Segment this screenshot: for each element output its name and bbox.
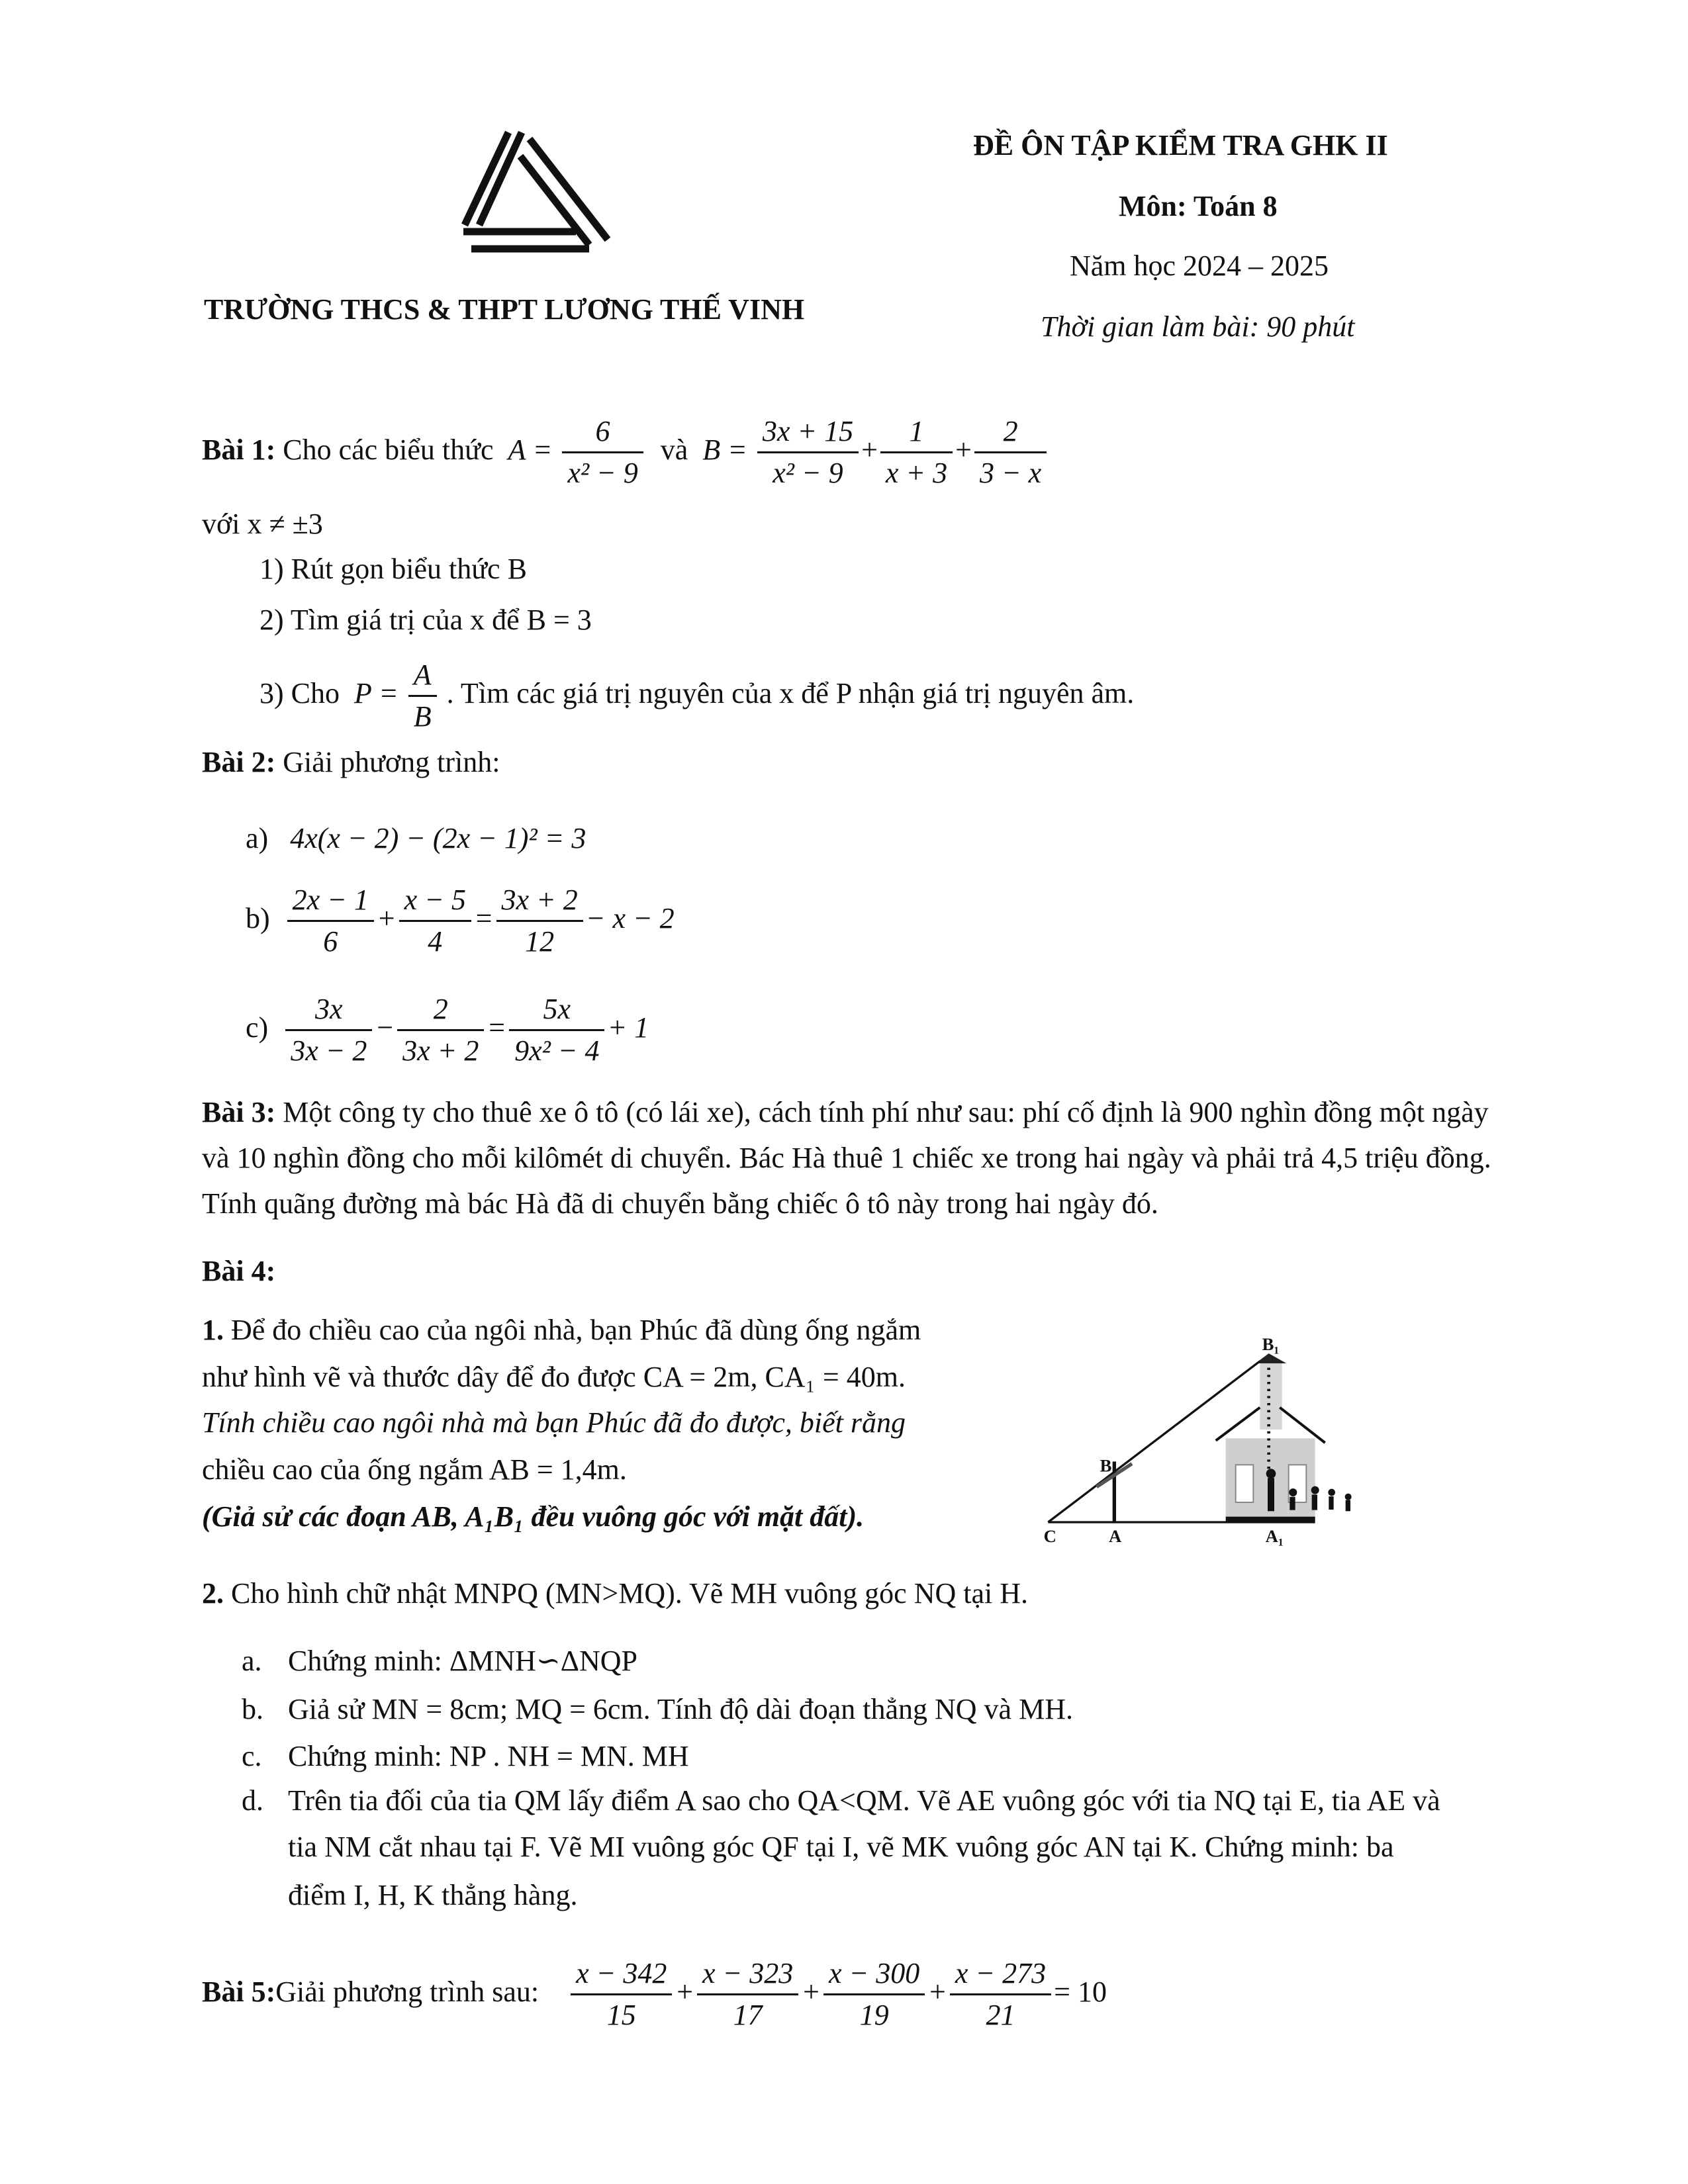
school-logo [457,126,622,261]
plus: + [675,1976,695,2008]
item-text: Giả sử MN = 8cm; MQ = 6cm. Tính độ dài đoạn thẳng NQ và MH. [288,1693,1073,1725]
q3-prefix: 3) Cho [259,677,340,709]
exam-duration: Thời gian làm bài: 90 phút [1041,310,1355,343]
item-label: a. [242,1645,262,1677]
fraction [285,989,372,1071]
equation: 4x(x − 2) − (2x − 1)² = 3 [290,822,586,854]
label-C: C [1043,1526,1056,1546]
denominator: x² − 9 [567,457,638,490]
denominator: 4 [428,925,443,958]
fraction [496,880,583,962]
equals: = [487,1011,507,1044]
denominator: 6 [323,925,338,958]
plus: + [861,433,878,466]
bai1-q2: 2) Tìm giá trị của x để B = 3 [259,604,592,636]
bai2-heading [202,744,500,781]
label-B: B [1100,1455,1112,1476]
subject: Môn: Toán 8 [1119,190,1278,222]
bai3-line1 [202,1094,1489,1131]
bai5-intro: Giải phương trình sau: [275,1976,539,2008]
tail: + 1 [607,1011,649,1044]
denominator: 3x − 2 [291,1034,367,1068]
denominator: B [413,700,432,733]
rhs: = 10 [1054,1976,1107,2008]
bai4-item-d [242,1782,1440,1819]
bai4-p2-intro [202,1575,1028,1612]
numerator: 2 [397,989,484,1031]
numerator: x − 5 [399,880,471,922]
bai4-p1-line4: chiều cao của ống ngắm AB = 1,4m. [202,1453,627,1486]
school-name: TRƯỜNG THCS & THPT LƯƠNG THẾ VINH [204,293,805,326]
bai4-p1-line3: Tính chiều cao ngôi nhà mà bạn Phúc đã đo được, biết rằng [202,1406,906,1439]
bai1-q1: 1) Rút gọn biểu thức B [259,553,527,585]
fraction [509,989,604,1071]
tail: − x − 2 [585,902,675,934]
A-lhs: A = [508,433,553,466]
numerator: x − 300 [823,1954,925,1995]
numerator: 3x + 2 [496,880,583,922]
item-text: Trên tia đối của tia QM lấy điểm A sao cho QA<QM. Vẽ AE vuông góc với tia NQ tại E, tia AE và [288,1784,1440,1817]
A-fraction [562,412,643,493]
exam-title: ĐỀ ÔN TẬP KIỂM TRA GHK II [973,129,1388,161]
bai3-line2: và 10 nghìn đồng cho mỗi kilômét di chuyển. Bác Hà thuê 1 chiếc xe trong hai ngày và phải trả 4,5 triệu đồng. [202,1142,1491,1174]
bai1-condition: với x ≠ ±3 [202,508,323,540]
bai2-a [246,820,586,857]
bai4-item-d-line2: tia NM cắt nhau tại F. Vẽ MI vuông góc QF tại I, vẽ MK vuông góc AN tại K. Chứng minh: ba [288,1831,1394,1863]
denominator: 21 [986,1999,1015,2032]
bai4-p1-line5: (Giả sử các đoạn AB, A₁B₁ đều vuông góc với mặt đất). [202,1500,865,1533]
item-label: a) [246,822,269,854]
denominator: 17 [733,1999,763,2032]
house-height-figure [1026,1297,1523,1549]
denominator: 9x² − 4 [514,1034,600,1068]
numerator: x − 273 [950,1954,1051,1995]
bai2-label: Bài 2: [202,746,276,778]
q3-text: . Tìm các giá trị nguyên của x để P nhận giá trị nguyên âm. [446,677,1135,709]
numerator: 3x + 15 [757,412,859,453]
denominator: 12 [525,925,555,958]
bai1-intro: Cho các biểu thức [283,433,494,466]
bai1-label: Bài 1: [202,433,276,466]
denominator: x + 3 [885,457,948,490]
fraction [950,1954,1051,2035]
numerator: 3x [285,989,372,1031]
fraction [287,880,374,962]
B-lhs: B = [702,433,747,466]
numerator: x − 342 [571,1954,672,1995]
item-label: b. [242,1693,263,1725]
denominator: 3 − x [979,457,1042,490]
bai2-intro: Giải phương trình: [283,746,500,778]
bai5-statement [202,1949,1107,2035]
text: Cho hình chữ nhật MNPQ (MN>MQ). Vẽ MH vuông góc NQ tại H. [231,1577,1029,1610]
school-year: Năm học 2024 – 2025 [1070,250,1329,282]
bai3-line3: Tính quãng đường mà bác Hà đã di chuyển bằng chiếc ô tô này trong hai ngày đó. [202,1187,1158,1220]
minus: − [375,1011,395,1044]
item-label: b) [246,902,270,934]
item-label: d. [242,1784,263,1817]
fraction [399,880,471,962]
fraction [697,1954,798,2035]
bai5-label: Bài 5: [202,1976,276,2008]
part-number: 2. [202,1577,224,1610]
fraction [823,1954,925,2035]
part-number: 1. [202,1314,224,1346]
bai4-p1-line1 [202,1312,921,1349]
numerator: 2 [974,412,1047,453]
bai4-item-b [242,1691,1073,1728]
numerator: 2x − 1 [287,880,374,922]
plus: + [801,1976,821,2008]
numerator: x − 323 [697,1954,798,1995]
fraction [571,1954,672,2035]
P-fraction [408,655,437,737]
numerator: 1 [880,412,953,453]
B-fraction-1 [757,412,859,493]
plus: + [376,902,397,934]
bai3-label: Bài 3: [202,1096,276,1128]
and-word: và [660,433,688,466]
bai4-p1-line2: như hình vẽ và thước dây để đo được CA = 2m, CA₁ = 40m. [202,1361,906,1393]
bai4-label: Bài 4: [202,1255,276,1287]
B-fraction-2 [880,412,953,493]
P-lhs: P = [354,677,399,709]
label-B1: B₁ [1262,1334,1280,1354]
bai2-c [246,986,649,1071]
bai1-statement [202,407,1049,493]
label-A1: A₁ [1265,1526,1284,1546]
denominator: 3x + 2 [402,1034,479,1068]
bai4-item-c [242,1738,689,1775]
text: Để đo chiều cao của ngôi nhà, bạn Phúc đã dùng ống ngắm [231,1314,921,1346]
equals: = [473,902,494,934]
item-text: Chứng minh: ΔMNH∽ΔNQP [288,1645,638,1677]
denominator: 15 [606,1999,636,2032]
denominator: 19 [859,1999,889,2032]
bai2-b [246,877,675,962]
bai4-item-d-line3: điểm I, H, K thẳng hàng. [288,1879,578,1911]
numerator: 5x [509,989,604,1031]
plus: + [955,433,972,466]
item-text: Chứng minh: NP . NH = MN. MH [288,1740,689,1772]
bai1-q3 [259,652,1134,737]
numerator: A [408,655,437,697]
numerator: 6 [562,412,643,453]
text: Một công ty cho thuê xe ô tô (có lái xe), cách tính phí như sau: phí cố định là 900 nghìn đồng một ngày [283,1096,1489,1128]
denominator: x² − 9 [773,457,843,490]
item-label: c. [242,1740,262,1772]
plus: + [927,1976,947,2008]
B-fraction-3 [974,412,1047,493]
item-label: c) [246,1011,269,1044]
label-A: A [1109,1526,1122,1546]
bai4-item-a [242,1643,637,1680]
fraction [397,989,484,1071]
